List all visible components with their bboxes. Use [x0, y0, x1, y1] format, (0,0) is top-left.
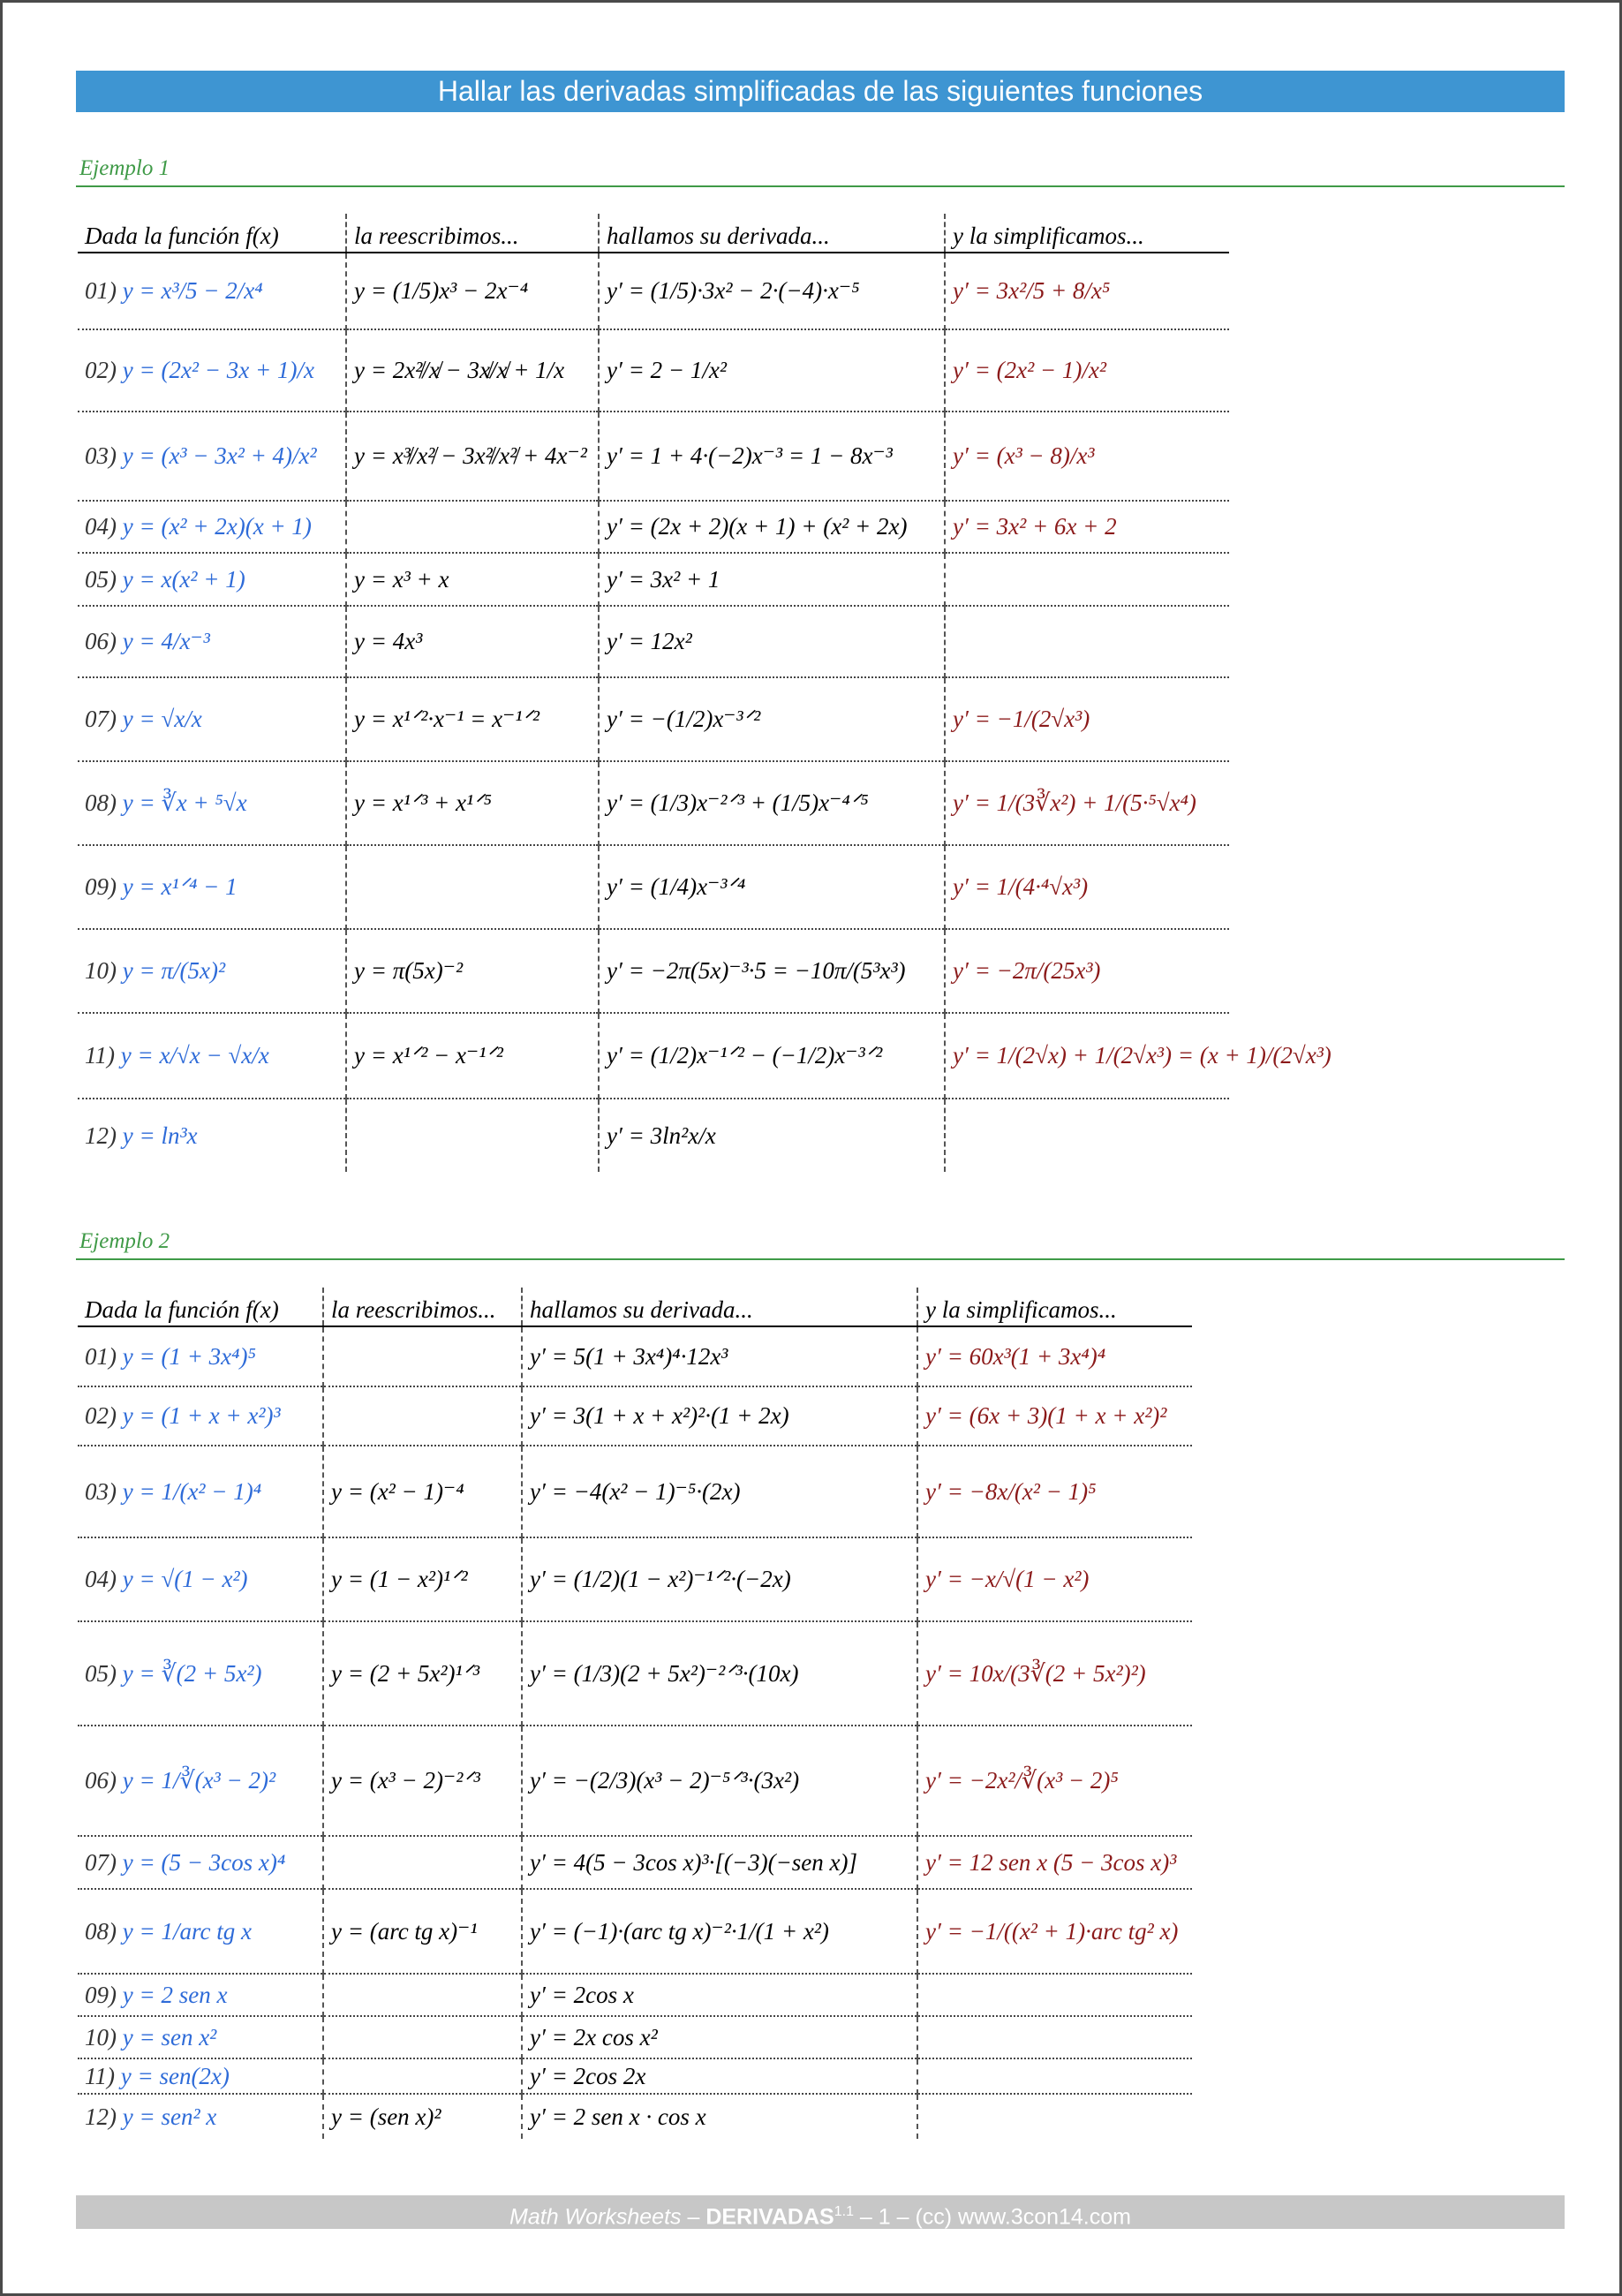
- cell-derivative: y′ = 5(1 + 3x⁴)⁴·12x³: [522, 1326, 917, 1386]
- row-number: 07): [85, 1848, 117, 1876]
- example-1-table: [78, 214, 1332, 1172]
- cell-simplified: y′ = −2π/(25x³): [945, 929, 1229, 1013]
- example-2-table: [78, 1288, 1192, 2139]
- example-1-label: Ejemplo 1: [79, 156, 170, 180]
- table-row: [78, 329, 1229, 412]
- cell-rewrite: y = x³ + x: [346, 553, 599, 606]
- row-number: 12): [85, 2103, 117, 2130]
- cell-function: [78, 2058, 323, 2094]
- cell-function: [78, 1974, 323, 2016]
- function-expression: y = sen² x: [122, 2103, 217, 2130]
- cell-rewrite: y = x¹ᐟ² − x⁻¹ᐟ²: [346, 1013, 599, 1099]
- row-number: 09): [85, 873, 117, 900]
- cell-simplified: y′ = 1/(3∛x²) + 1/(5·⁵√x⁴): [945, 761, 1229, 845]
- cell-simplified: y′ = −2x²/∛(x³ − 2)⁵: [917, 1726, 1192, 1836]
- cell-simplified: [917, 2058, 1192, 2094]
- footer: [76, 2195, 1565, 2229]
- row-number: 10): [85, 957, 117, 984]
- function-expression: y = 1/∛(x³ − 2)²: [122, 1767, 276, 1794]
- function-expression: y = sen(2x): [120, 2062, 230, 2089]
- cell-simplified: y′ = 1/(4·⁴√x³): [945, 845, 1229, 929]
- table-row: [78, 1836, 1192, 1889]
- cell-function: [78, 606, 346, 677]
- header-simplified: y la simplificamos...: [945, 214, 1229, 253]
- cell-simplified: y′ = 3x²/5 + 8/x⁵: [945, 253, 1229, 329]
- table-row: [78, 1446, 1192, 1537]
- cell-rewrite: [323, 2016, 522, 2058]
- table-row: [78, 845, 1229, 929]
- function-expression: y = 1/arc tg x: [122, 1917, 252, 1945]
- table-row: [78, 1326, 1192, 1386]
- row-number: 09): [85, 1981, 117, 2008]
- cell-simplified: y′ = 3x² + 6x + 2: [945, 501, 1229, 553]
- cell-function: [78, 412, 346, 501]
- header-function: Dada la función f(x): [78, 1288, 323, 1326]
- cell-simplified: [917, 1974, 1192, 2016]
- cell-derivative: y′ = 1 + 4·(−2)x⁻³ = 1 − 8x⁻³: [599, 412, 945, 501]
- function-expression: y = (x³ − 3x² + 4)/x²: [122, 442, 317, 469]
- cell-derivative: y′ = (−1)·(arc tg x)⁻²·1/(1 + x²): [522, 1889, 917, 1974]
- cell-rewrite: y = (x² − 1)⁻⁴: [323, 1446, 522, 1537]
- example-1-rule: [76, 185, 1565, 187]
- cell-derivative: y′ = −(1/2)x⁻³ᐟ²: [599, 677, 945, 761]
- row-number: 02): [85, 1402, 117, 1429]
- cell-simplified: y′ = −8x/(x² − 1)⁵: [917, 1446, 1192, 1537]
- cell-rewrite: y = (arc tg x)⁻¹: [323, 1889, 522, 1974]
- footer-series: Math Worksheets: [509, 2204, 682, 2230]
- cell-function: [78, 677, 346, 761]
- cell-simplified: [917, 2094, 1192, 2139]
- cell-function: [78, 929, 346, 1013]
- cell-function: [78, 845, 346, 929]
- function-expression: y = (2x² − 3x + 1)/x: [122, 357, 314, 383]
- row-number: 12): [85, 1122, 117, 1149]
- cell-function: [78, 2016, 323, 2058]
- row-number: 02): [85, 357, 117, 383]
- cell-derivative: y′ = 2cos x: [522, 1974, 917, 2016]
- function-expression: y = (x² + 2x)(x + 1): [122, 513, 312, 540]
- cell-derivative: y′ = (1/2)(1 − x²)⁻¹ᐟ²·(−2x): [522, 1537, 917, 1621]
- cell-simplified: y′ = 60x³(1 + 3x⁴)⁴: [917, 1326, 1192, 1386]
- cell-simplified: [945, 553, 1229, 606]
- table-row: [78, 1889, 1192, 1974]
- table-row: [78, 253, 1229, 329]
- table-row: [78, 1099, 1229, 1172]
- function-expression: y = (5 − 3cos x)⁴: [122, 1848, 286, 1876]
- row-number: 05): [85, 1659, 117, 1687]
- row-number: 06): [85, 628, 117, 654]
- row-number: 08): [85, 1917, 117, 1945]
- header-rewrite: la reescribimos...: [323, 1288, 522, 1326]
- function-expression: y = (1 + x + x²)³: [122, 1402, 281, 1429]
- cell-rewrite: y = (1 − x²)¹ᐟ²: [323, 1537, 522, 1621]
- header-derivative: hallamos su derivada...: [522, 1288, 917, 1326]
- table-row: [78, 2094, 1192, 2139]
- cell-rewrite: [323, 2058, 522, 2094]
- table-row: [78, 929, 1229, 1013]
- footer-version: 1.1: [834, 2204, 854, 2219]
- function-expression: y = ∛(2 + 5x²): [122, 1659, 262, 1687]
- cell-simplified: y′ = −x/√(1 − x²): [917, 1537, 1192, 1621]
- table-row: [78, 1974, 1192, 2016]
- cell-rewrite: y = (1/5)x³ − 2x⁻⁴: [346, 253, 599, 329]
- cell-function: [78, 253, 346, 329]
- cell-function: [78, 1386, 323, 1446]
- row-number: 03): [85, 1477, 117, 1505]
- function-expression: y = ∛x + ⁵√x: [122, 789, 247, 816]
- function-expression: y = sen x²: [122, 2023, 217, 2051]
- function-expression: y = x/√x − √x/x: [120, 1042, 269, 1069]
- table-row: [78, 1013, 1229, 1099]
- row-number: 11): [85, 2062, 115, 2089]
- cell-simplified: y′ = −1/((x² + 1)·arc tg² x): [917, 1889, 1192, 1974]
- cell-rewrite: [323, 1974, 522, 2016]
- function-expression: y = x(x² + 1): [122, 565, 245, 593]
- row-number: 04): [85, 513, 117, 540]
- table-row: [78, 2058, 1192, 2094]
- header-rewrite: la reescribimos...: [346, 214, 599, 253]
- table-row: [78, 1621, 1192, 1726]
- worksheet-title: Hallar las derivadas simplificadas de las siguientes funciones: [76, 71, 1565, 112]
- cell-rewrite: [346, 845, 599, 929]
- cell-function: [78, 1726, 323, 1836]
- cell-function: [78, 761, 346, 845]
- function-expression: y = ln³x: [122, 1122, 198, 1149]
- function-expression: y = √(1 − x²): [122, 1566, 248, 1592]
- function-expression: y = (1 + 3x⁴)⁵: [122, 1342, 256, 1370]
- cell-derivative: y′ = (1/5)·3x² − 2·(−4)·x⁻⁵: [599, 253, 945, 329]
- cell-derivative: y′ = 3ln²x/x: [599, 1099, 945, 1172]
- footer-topic: DERIVADAS: [705, 2204, 834, 2230]
- table-row: [78, 1386, 1192, 1446]
- cell-derivative: y′ = 2cos 2x: [522, 2058, 917, 2094]
- cell-rewrite: [346, 501, 599, 553]
- cell-derivative: y′ = −(2/3)(x³ − 2)⁻⁵ᐟ³·(3x²): [522, 1726, 917, 1836]
- row-number: 01): [85, 1342, 117, 1370]
- cell-derivative: y′ = 12x²: [599, 606, 945, 677]
- cell-rewrite: [346, 1099, 599, 1172]
- cell-function: [78, 1889, 323, 1974]
- row-number: 03): [85, 442, 117, 469]
- table-row: [78, 677, 1229, 761]
- cell-derivative: y′ = (1/3)(2 + 5x²)⁻²ᐟ³·(10x): [522, 1621, 917, 1726]
- table-row: [78, 606, 1229, 677]
- function-expression: y = √x/x: [122, 706, 202, 732]
- cell-derivative: y′ = −4(x² − 1)⁻⁵·(2x): [522, 1446, 917, 1537]
- cell-function: [78, 329, 346, 412]
- cell-derivative: y′ = 4(5 − 3cos x)³·[(−3)(−sen x)]: [522, 1836, 917, 1889]
- cell-derivative: y′ = 2 sen x · cos x: [522, 2094, 917, 2139]
- row-number: 08): [85, 789, 117, 816]
- example-2-label: Ejemplo 2: [79, 1229, 170, 1253]
- footer-separator: –: [681, 2204, 706, 2230]
- row-number: 04): [85, 1566, 117, 1592]
- row-number: 10): [85, 2023, 117, 2051]
- cell-function: [78, 1013, 346, 1099]
- row-number: 06): [85, 1767, 117, 1794]
- table-row: [78, 761, 1229, 845]
- cell-rewrite: y = 4x³: [346, 606, 599, 677]
- cell-function: [78, 1099, 346, 1172]
- row-number: 11): [85, 1042, 115, 1069]
- cell-derivative: y′ = 3x² + 1: [599, 553, 945, 606]
- cell-function: [78, 2094, 323, 2139]
- cell-function: [78, 1621, 323, 1726]
- row-number: 07): [85, 706, 117, 732]
- table-row: [78, 1726, 1192, 1836]
- cell-rewrite: y = x¹ᐟ³ + x¹ᐟ⁵: [346, 761, 599, 845]
- cell-derivative: y′ = −2π(5x)⁻³·5 = −10π/(5³x³): [599, 929, 945, 1013]
- cell-simplified: y′ = −1/(2√x³): [945, 677, 1229, 761]
- cell-rewrite: y = (2 + 5x²)¹ᐟ³: [323, 1621, 522, 1726]
- cell-derivative: y′ = (1/2)x⁻¹ᐟ² − (−1/2)x⁻³ᐟ²: [599, 1013, 945, 1099]
- cell-simplified: [945, 1099, 1229, 1172]
- cell-derivative: y′ = 3(1 + x + x²)²·(1 + 2x): [522, 1386, 917, 1446]
- cell-function: [78, 501, 346, 553]
- header-function: Dada la función f(x): [78, 214, 346, 253]
- cell-rewrite: y = 2x²̸/x̸ − 3x̸/x̸ + 1/x: [346, 329, 599, 412]
- function-expression: y = 1/(x² − 1)⁴: [122, 1477, 262, 1505]
- header-simplified: y la simplificamos...: [917, 1288, 1192, 1326]
- cell-simplified: y′ = (6x + 3)(1 + x + x²)²: [917, 1386, 1192, 1446]
- function-expression: y = x¹ᐟ⁴ − 1: [122, 873, 238, 900]
- cell-simplified: [945, 606, 1229, 677]
- cell-function: [78, 1326, 323, 1386]
- footer-rest: – 1 – (cc) www.3con14.com: [853, 2204, 1131, 2230]
- cell-derivative: y′ = (1/4)x⁻³ᐟ⁴: [599, 845, 945, 929]
- cell-derivative: y′ = 2 − 1/x²: [599, 329, 945, 412]
- cell-rewrite: y = x³̸/x²̸ − 3x²̸/x²̸ + 4x⁻²: [346, 412, 599, 501]
- header-derivative: hallamos su derivada...: [599, 214, 945, 253]
- cell-simplified: y′ = 1/(2√x) + 1/(2√x³) = (x + 1)/(2√x³): [945, 1013, 1229, 1099]
- row-number: 01): [85, 277, 117, 304]
- cell-rewrite: y = (x³ − 2)⁻²ᐟ³: [323, 1726, 522, 1836]
- row-number: 05): [85, 565, 117, 593]
- cell-simplified: y′ = (x³ − 8)/x³: [945, 412, 1229, 501]
- cell-rewrite: [323, 1326, 522, 1386]
- table-row: [78, 2016, 1192, 2058]
- cell-rewrite: y = π(5x)⁻²: [346, 929, 599, 1013]
- cell-rewrite: [323, 1386, 522, 1446]
- cell-function: [78, 553, 346, 606]
- cell-simplified: y′ = (2x² − 1)/x²: [945, 329, 1229, 412]
- cell-derivative: y′ = (1/3)x⁻²ᐟ³ + (1/5)x⁻⁴ᐟ⁵: [599, 761, 945, 845]
- cell-derivative: y′ = 2x cos x²: [522, 2016, 917, 2058]
- cell-function: [78, 1537, 323, 1621]
- cell-rewrite: y = (sen x)²: [323, 2094, 522, 2139]
- function-expression: y = 2 sen x: [122, 1981, 228, 2008]
- function-expression: y = 4/x⁻³: [122, 628, 210, 654]
- cell-function: [78, 1836, 323, 1889]
- cell-simplified: y′ = 12 sen x (5 − 3cos x)³: [917, 1836, 1192, 1889]
- example-2-rule: [76, 1258, 1565, 1260]
- function-expression: y = π/(5x)²: [122, 957, 226, 984]
- cell-rewrite: y = x¹ᐟ²·x⁻¹ = x⁻¹ᐟ²: [346, 677, 599, 761]
- cell-simplified: y′ = 10x/(3∛(2 + 5x²)²): [917, 1621, 1192, 1726]
- cell-rewrite: [323, 1836, 522, 1889]
- table-row: [78, 1537, 1192, 1621]
- table-row: [78, 412, 1229, 501]
- table-row: [78, 501, 1229, 553]
- function-expression: y = x³/5 − 2/x⁴: [122, 277, 263, 304]
- cell-function: [78, 1446, 323, 1537]
- cell-derivative: y′ = (2x + 2)(x + 1) + (x² + 2x): [599, 501, 945, 553]
- cell-simplified: [917, 2016, 1192, 2058]
- table-row: [78, 553, 1229, 606]
